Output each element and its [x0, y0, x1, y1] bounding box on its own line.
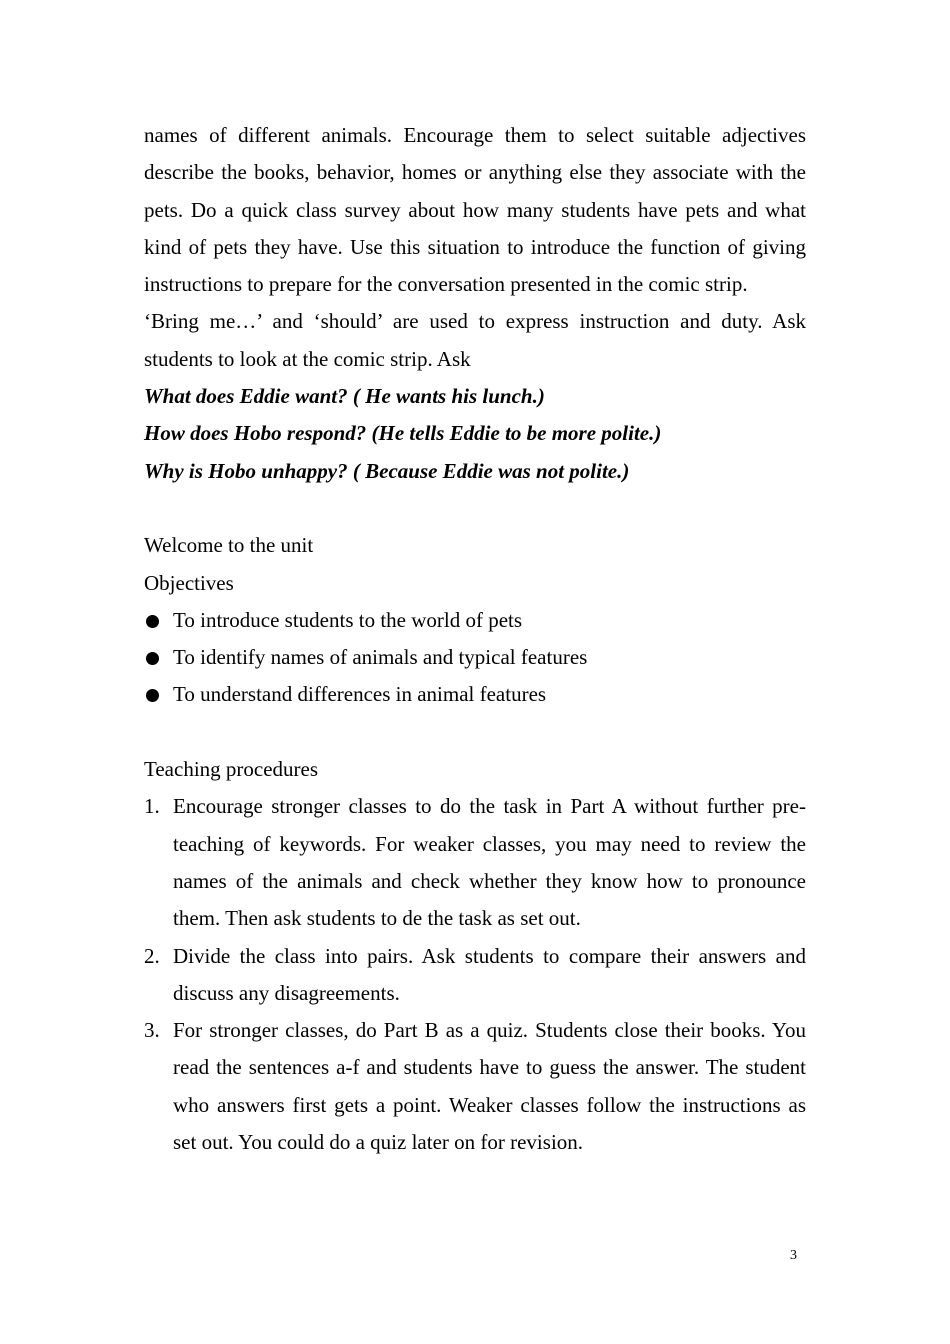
step-text: Encourage stronger classes to do the task in Part A without further pre-teaching of keywords. For weaker classes, you may need to review the names of the animals and check whether they know how to pronounce them. Then ask students to de the task as set out.	[173, 794, 806, 931]
objectives-heading: Objectives	[144, 570, 234, 595]
objective-item	[144, 639, 806, 676]
document-page	[144, 117, 806, 1161]
spacer	[144, 490, 806, 527]
objective-text: To identify names of animals and typical features	[173, 645, 588, 670]
question-3: Why is Hobo unhappy? ( Because Eddie was not polite.)	[144, 458, 630, 483]
procedure-step	[144, 788, 806, 937]
procedure-step	[144, 938, 806, 1013]
objective-item	[144, 602, 806, 639]
question-1: What does Eddie want? ( He wants his lunch.)	[144, 384, 545, 409]
objectives-list	[144, 602, 806, 714]
objective-text: To introduce students to the world of pets	[173, 607, 523, 632]
instruction-paragraph: ‘Bring me…’ and ‘should’ are used to express instruction and duty. Ask students to look at the comic strip. Ask	[144, 309, 806, 371]
spacer	[144, 714, 806, 751]
procedures-list	[144, 788, 806, 1161]
objective-item	[144, 676, 806, 713]
procedure-step	[144, 1012, 806, 1161]
step-number: 3.	[144, 1018, 160, 1043]
page-number: 3	[790, 1248, 797, 1263]
step-text: Divide the class into pairs. Ask students to compare their answers and discuss any disagreements.	[173, 943, 806, 1005]
procedures-heading: Teaching procedures	[144, 757, 319, 782]
step-number: 2.	[144, 943, 160, 968]
step-number: 1.	[144, 794, 160, 819]
intro-paragraph: names of different animals. Encourage them to select suitable adjectives describe the books, behavior, homes or anything else they associate with the pets. Do a quick class survey about how many students have pets and what kind of pets they have. Use this situation to introduce the function of giving instructions to prepare for the conversation presented in the comic strip.	[144, 123, 806, 297]
bullet-icon	[146, 689, 159, 702]
section-title: Welcome to the unit	[144, 533, 314, 558]
question-2: How does Hobo respond? (He tells Eddie to be more polite.)	[144, 421, 662, 446]
bullet-icon	[146, 615, 159, 628]
bullet-icon	[146, 652, 159, 665]
objective-text: To understand differences in animal features	[173, 682, 547, 707]
step-text: For stronger classes, do Part B as a quiz. Students close their books. You read the sentences a-f and students have to guess the answer. The student who answers first gets a point. Weaker classes follow the instructions as set out. You could do a quiz later on for revision.	[173, 1018, 806, 1155]
